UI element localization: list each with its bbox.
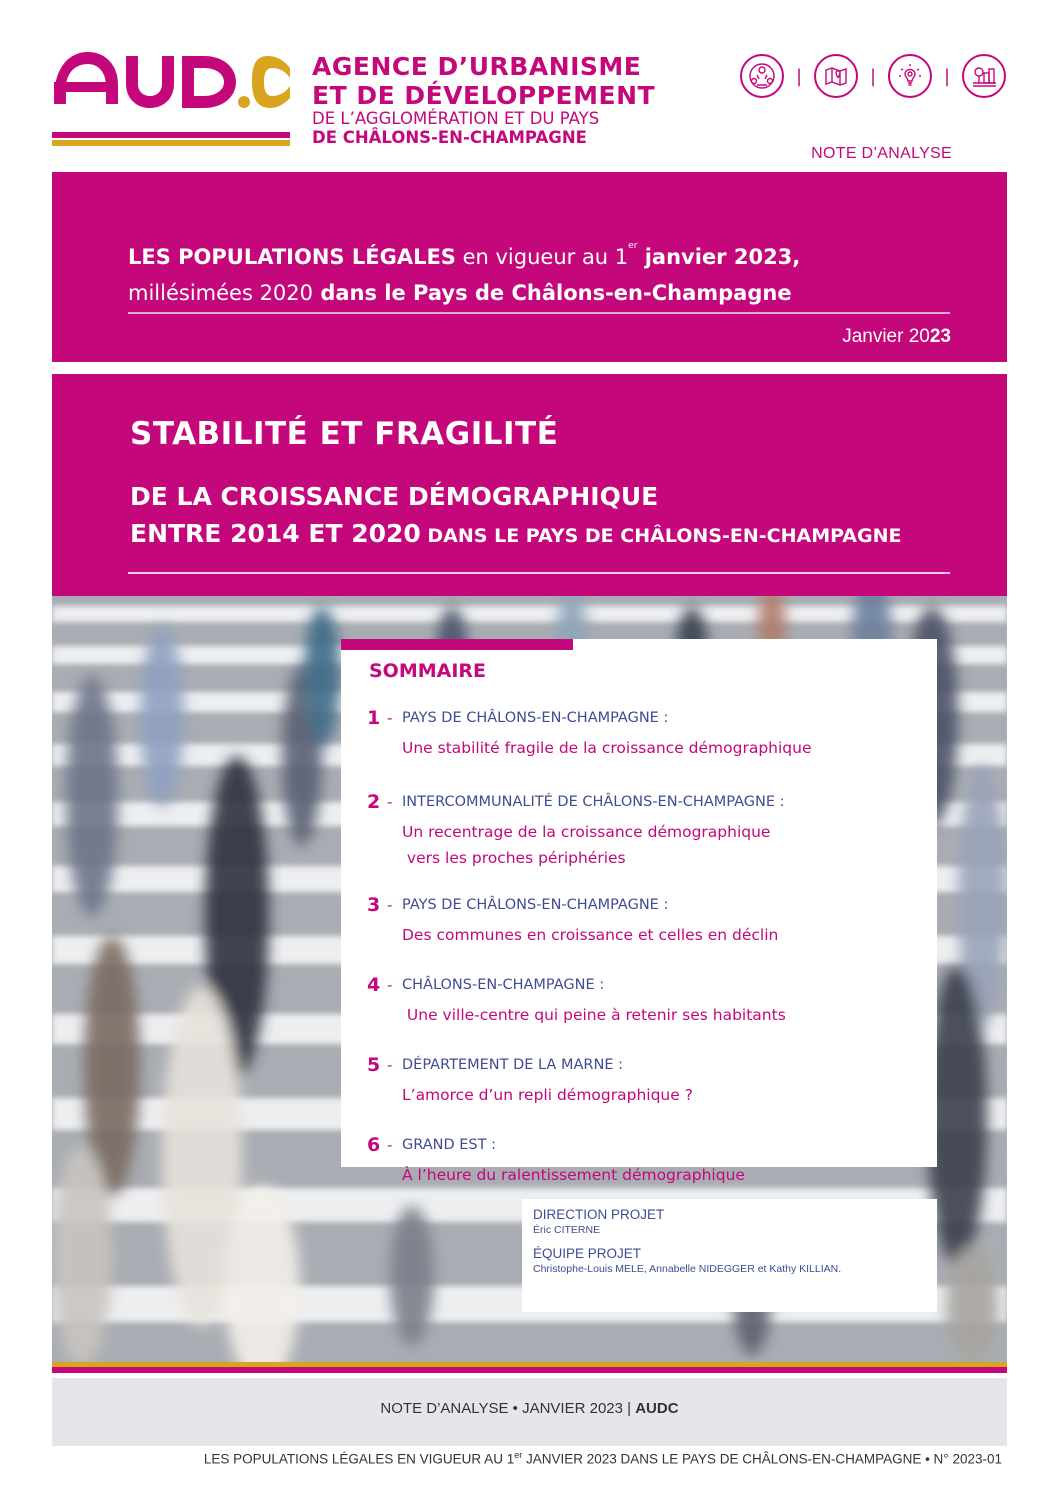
- direction-value: Éric CITERNE: [533, 1224, 601, 1236]
- toc-item-number: 2: [367, 791, 381, 813]
- title-bold-part: LES POPULATIONS LÉGALES: [128, 245, 456, 269]
- audc-logo: [52, 48, 292, 158]
- header-band: [52, 172, 1007, 362]
- title-thin-part: en vigueur au 1: [455, 245, 629, 269]
- toc-item-number: 1: [367, 707, 381, 729]
- main-title-band: [52, 374, 1007, 596]
- lightbulb-gear-icon: [888, 54, 932, 98]
- running-footer-pre: LES POPULATIONS LÉGALES EN VIGUEUR AU 1: [203, 1451, 515, 1467]
- toc-item-heading: CHÂLONS-EN-CHAMPAGNE :: [402, 977, 605, 993]
- toc-item-heading: DÉPARTEMENT DE LA MARNE :: [402, 1057, 623, 1073]
- toc-item-dash: -: [387, 1136, 393, 1154]
- toc-item-desc-line1: Un recentrage de la croissance démographique: [402, 823, 771, 841]
- footer-box: [52, 1378, 1007, 1446]
- date-bold: 23: [929, 326, 951, 347]
- agency-name-line4: DE CHÂLONS-EN-CHAMPAGNE: [312, 128, 587, 147]
- toc-item-desc-line1: Une stabilité fragile de la croissance démographique: [402, 739, 812, 757]
- icon-separator: |: [943, 65, 951, 87]
- running-footer: [204, 1450, 1002, 1467]
- toc-heading: SOMMAIRE: [369, 660, 487, 682]
- toc-item-description: [402, 1082, 693, 1108]
- team-label: ÉQUIPE PROJET: [533, 1246, 642, 1261]
- title-bold-part-2: janvier 2023,: [637, 245, 801, 269]
- city-tree-icon: [962, 54, 1006, 98]
- toc-item-desc-line2: vers les proches périphéries: [402, 849, 626, 867]
- title-bold-part-3: dans le Pays de Châlons-en-Champagne: [313, 281, 792, 305]
- project-credits: [522, 1199, 937, 1312]
- toc-item-description: [402, 819, 770, 871]
- toc-item-heading: PAYS DE CHÂLONS-EN-CHAMPAGNE :: [402, 897, 669, 913]
- icon-separator: |: [795, 65, 803, 87]
- table-of-contents: [341, 639, 937, 1184]
- audc-logo-mark: [52, 48, 292, 158]
- title-divider: [128, 572, 950, 574]
- header-divider: [128, 312, 950, 314]
- toc-item-dash: -: [387, 1056, 393, 1074]
- subtitle-period: ENTRE 2014 ET 2020: [130, 519, 421, 548]
- publication-title: [128, 228, 948, 311]
- toc-item-number: 5: [367, 1054, 381, 1076]
- direction-label: DIRECTION PROJET: [533, 1207, 665, 1222]
- agency-name-line1: AGENCE D’URBANISME: [312, 52, 642, 81]
- toc-item-number: 3: [367, 894, 381, 916]
- running-footer-sup: er: [514, 1450, 523, 1460]
- footer-text: [52, 1400, 1007, 1417]
- icon-separator: |: [869, 65, 877, 87]
- toc-item-dash: -: [387, 709, 393, 727]
- footer-brand: AUDC: [635, 1400, 679, 1417]
- toc-accent-bar: [341, 639, 573, 650]
- subtitle-area: DANS LE PAYS DE CHÂLONS-EN-CHAMPAGNE: [420, 525, 902, 547]
- toc-item-dash: -: [387, 793, 393, 811]
- toc-item-description: [402, 922, 778, 948]
- agency-name-line3: DE L’AGGLOMÉRATION ET DU PAYS: [312, 109, 600, 128]
- toc-item-description: [402, 1162, 745, 1188]
- subtitle-line2: [130, 515, 901, 555]
- title-superscript: er: [628, 241, 638, 251]
- toc-item-number: 6: [367, 1134, 381, 1156]
- agency-name: [312, 52, 672, 148]
- note-type-label: NOTE D’ANALYSE: [811, 145, 952, 162]
- main-title: STABILITÉ ET FRAGILITÉ: [130, 416, 559, 452]
- publication-date: [842, 326, 951, 348]
- date-thin: Janvier 20: [842, 326, 930, 347]
- people-network-icon: [740, 54, 784, 98]
- title-thin-part-2: millésimées 2020: [128, 281, 314, 305]
- toc-item-desc-line1: À l’heure du ralentissement démographique: [402, 1166, 745, 1184]
- toc-item-heading: GRAND EST :: [402, 1137, 496, 1153]
- toc-item-description: [402, 1002, 786, 1028]
- running-footer-post: JANVIER 2023 DANS LE PAYS DE CHÂLONS-EN-CHAMPAGNE • N° 2023-01: [522, 1451, 1002, 1467]
- toc-item-description: [402, 735, 812, 761]
- team-value: Christophe-Louis MELE, Annabelle NIDEGGER et Kathy KILLIAN.: [533, 1263, 842, 1275]
- theme-icons: [740, 54, 1006, 98]
- footer-note: NOTE D’ANALYSE • JANVIER 2023 |: [380, 1400, 636, 1417]
- toc-item-heading: INTERCOMMUNALITÉ DE CHÂLONS-EN-CHAMPAGNE :: [402, 794, 785, 810]
- toc-item-desc-line1: L’amorce d’un repli démographique ?: [402, 1086, 693, 1104]
- toc-item-desc-line1: Une ville-centre qui peine à retenir ses habitants: [402, 1006, 786, 1024]
- subtitle-line1: DE LA CROISSANCE DÉMOGRAPHIQUE: [130, 482, 659, 511]
- toc-item-dash: -: [387, 896, 393, 914]
- agency-name-line2: ET DE DÉVELOPPEMENT: [312, 81, 656, 110]
- toc-item-dash: -: [387, 976, 393, 994]
- magenta-stripe: [52, 1367, 1007, 1373]
- toc-item-heading: PAYS DE CHÂLONS-EN-CHAMPAGNE :: [402, 710, 669, 726]
- toc-item-desc-line1: Des communes en croissance et celles en déclin: [402, 926, 779, 944]
- main-subtitle: [130, 478, 901, 555]
- toc-item-number: 4: [367, 974, 381, 996]
- map-pin-icon: [814, 54, 858, 98]
